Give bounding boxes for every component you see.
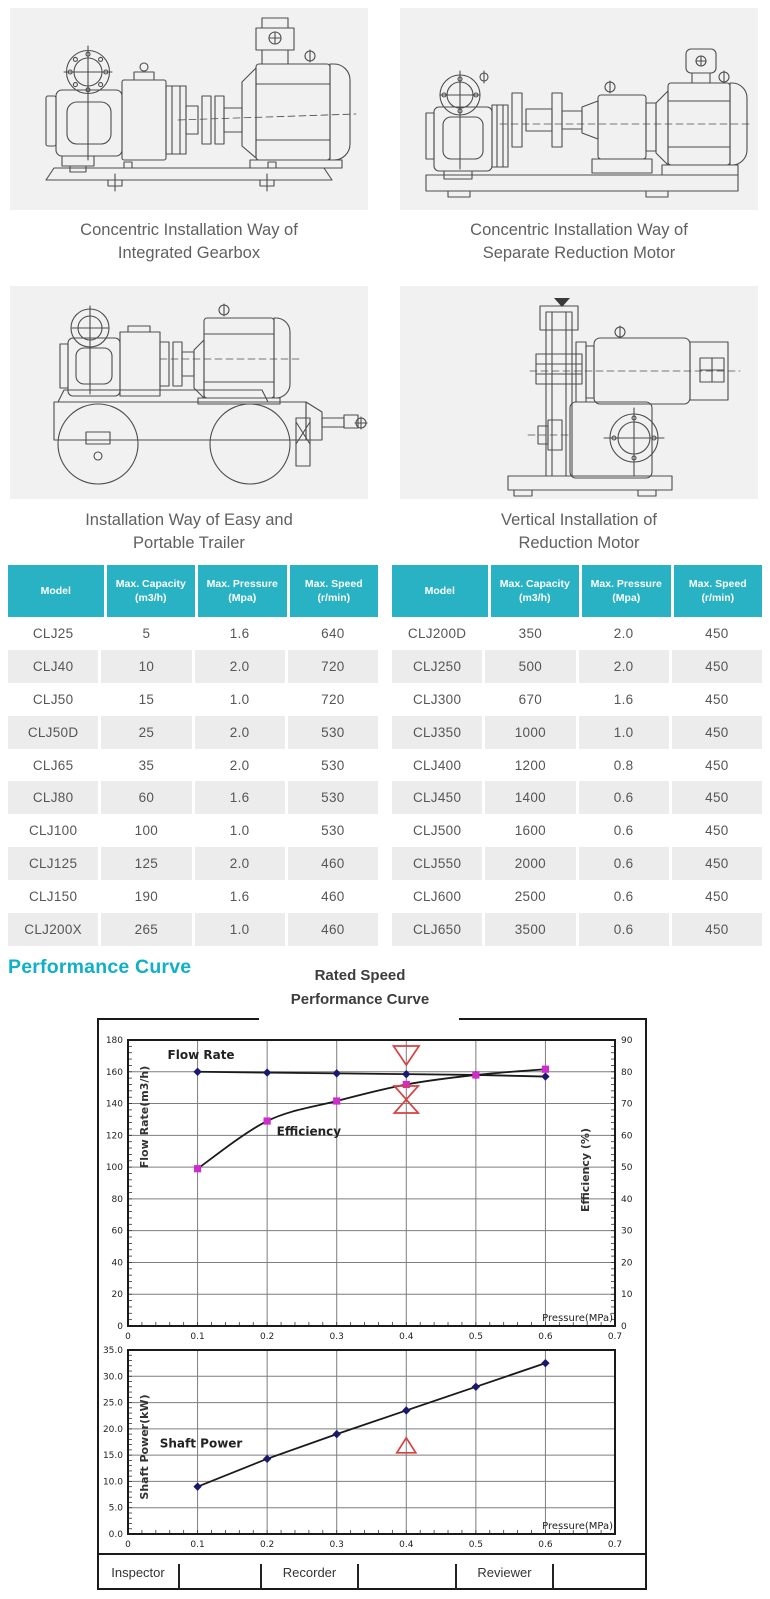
value-cell: 1.0: [579, 716, 669, 749]
model-cell: CLJ500: [392, 814, 482, 847]
table-row: [8, 650, 378, 683]
svg-text:Flow Rate: Flow Rate: [167, 1048, 235, 1063]
svg-text:35.0: 35.0: [102, 1346, 123, 1356]
value-cell: 450: [672, 880, 762, 913]
svg-text:Shaft Power: Shaft Power: [159, 1436, 243, 1451]
footer-cell-blank: [179, 1555, 261, 1590]
value-cell: 0.6: [579, 814, 669, 847]
value-cell: 2.0: [579, 617, 669, 650]
svg-text:0.7: 0.7: [607, 1332, 623, 1342]
caption-line: Separate Reduction Motor: [482, 243, 676, 262]
column-header: Max. Capacity (m3/h): [107, 565, 195, 617]
panel-integrated-gearbox: [10, 8, 368, 210]
footer-cell-divider: [552, 1564, 554, 1590]
footer-cell-divider: [357, 1564, 359, 1590]
table-row: [8, 814, 378, 847]
column-header: Max. Capacity (m3/h): [491, 565, 579, 617]
svg-text:40: 40: [621, 1194, 633, 1205]
value-cell: 0.6: [579, 781, 669, 814]
value-cell: 1.0: [195, 814, 285, 847]
caption-line: Concentric Installation Way of: [470, 221, 688, 239]
value-cell: 450: [672, 749, 762, 782]
drawing-portable-trailer: [10, 286, 368, 499]
drawing-separate-reduction-motor: [400, 8, 758, 210]
svg-text:0.1: 0.1: [190, 1332, 205, 1342]
svg-text:160: 160: [105, 1067, 123, 1078]
svg-text:25.0: 25.0: [102, 1398, 123, 1409]
chart-title: [260, 964, 460, 1012]
value-cell: 1400: [485, 781, 575, 814]
caption-portable-trailer: [10, 509, 368, 555]
svg-text:50: 50: [621, 1163, 633, 1174]
drawing-integrated-gearbox: [10, 8, 368, 210]
svg-text:180: 180: [105, 1036, 123, 1046]
value-cell: 450: [672, 617, 762, 650]
spec-table-right: [392, 565, 762, 946]
value-cell: 2.0: [579, 650, 669, 683]
table-row: [8, 617, 378, 650]
svg-text:60: 60: [111, 1226, 123, 1237]
svg-text:120: 120: [105, 1131, 123, 1142]
model-cell: CLJ80: [8, 781, 98, 814]
footer-cell-recorder: Recorder: [282, 1565, 337, 1580]
caption-line: Installation Way of Easy and: [85, 511, 293, 529]
svg-text:Pressure(MPa): Pressure(MPa): [542, 1521, 613, 1532]
svg-text:90: 90: [621, 1036, 633, 1046]
value-cell: 450: [672, 847, 762, 880]
value-cell: 530: [288, 781, 378, 814]
model-cell: CLJ50: [8, 683, 98, 716]
model-cell: CLJ125: [8, 847, 98, 880]
svg-text:30: 30: [621, 1226, 633, 1237]
footer-cell-divider: [260, 1564, 262, 1590]
svg-text:10: 10: [621, 1290, 633, 1301]
value-cell: 450: [672, 683, 762, 716]
svg-text:0.3: 0.3: [329, 1332, 344, 1342]
svg-text:Flow Rate(m3/h): Flow Rate(m3/h): [138, 1065, 151, 1169]
svg-text:0: 0: [621, 1322, 627, 1332]
model-cell: CLJ150: [8, 880, 98, 913]
value-cell: 450: [672, 716, 762, 749]
svg-text:30.0: 30.0: [102, 1372, 123, 1383]
svg-text:0.3: 0.3: [329, 1540, 344, 1550]
value-cell: 190: [101, 880, 191, 913]
svg-text:20.0: 20.0: [102, 1424, 123, 1435]
panel-vertical-installation: [400, 286, 758, 499]
value-cell: 2.0: [195, 749, 285, 782]
value-cell: 15: [101, 683, 191, 716]
table-row: [8, 847, 378, 880]
caption-line: Concentric Installation Way of: [80, 221, 298, 239]
model-cell: CLJ100: [8, 814, 98, 847]
model-cell: CLJ550: [392, 847, 482, 880]
value-cell: 450: [672, 913, 762, 946]
table-row: [392, 814, 762, 847]
panel-separate-reduction-motor: [400, 8, 758, 210]
svg-text:Shaft Power(kW): Shaft Power(kW): [138, 1394, 151, 1500]
column-header: Max. Pressure (Mpa): [582, 565, 670, 617]
value-cell: 2000: [485, 847, 575, 880]
model-cell: CLJ300: [392, 683, 482, 716]
table-row: [8, 781, 378, 814]
value-cell: 1000: [485, 716, 575, 749]
value-cell: 0.6: [579, 913, 669, 946]
column-header: Model: [8, 565, 104, 617]
svg-text:70: 70: [621, 1099, 633, 1110]
value-cell: 1.0: [195, 913, 285, 946]
svg-text:80: 80: [621, 1067, 633, 1078]
value-cell: 640: [288, 617, 378, 650]
model-cell: CLJ65: [8, 749, 98, 782]
value-cell: 460: [288, 913, 378, 946]
model-cell: CLJ200D: [392, 617, 482, 650]
table-row: [392, 913, 762, 946]
svg-text:0.6: 0.6: [538, 1540, 553, 1550]
value-cell: 2.0: [195, 650, 285, 683]
value-cell: 530: [288, 749, 378, 782]
table-row: [392, 781, 762, 814]
value-cell: 3500: [485, 913, 575, 946]
table-row: [392, 617, 762, 650]
caption-line: Integrated Gearbox: [117, 243, 261, 262]
value-cell: 25: [101, 716, 191, 749]
svg-text:0.0: 0.0: [108, 1530, 123, 1540]
column-header: Model: [392, 565, 488, 617]
value-cell: 450: [672, 650, 762, 683]
value-cell: 60: [101, 781, 191, 814]
table-row: [392, 749, 762, 782]
value-cell: 1.6: [195, 781, 285, 814]
value-cell: 265: [101, 913, 191, 946]
model-cell: CLJ400: [392, 749, 482, 782]
caption-line: Vertical Installation of: [501, 511, 657, 529]
svg-text:Pressure(MPa): Pressure(MPa): [542, 1313, 613, 1324]
table-row: [392, 716, 762, 749]
footer-cell-divider: [455, 1564, 457, 1590]
svg-text:0: 0: [117, 1322, 123, 1332]
svg-text:0: 0: [125, 1332, 131, 1342]
model-cell: CLJ600: [392, 880, 482, 913]
svg-text:0.5: 0.5: [468, 1540, 484, 1550]
value-cell: 2.0: [195, 847, 285, 880]
svg-text:0.5: 0.5: [468, 1332, 484, 1342]
value-cell: 460: [288, 880, 378, 913]
footer-cell-blank: [553, 1555, 647, 1590]
value-cell: 1600: [485, 814, 575, 847]
table-row: [8, 913, 378, 946]
model-cell: CLJ250: [392, 650, 482, 683]
value-cell: 450: [672, 814, 762, 847]
svg-text:0.1: 0.1: [190, 1540, 205, 1550]
footer-cell-divider: [178, 1564, 180, 1590]
svg-text:60: 60: [621, 1131, 633, 1142]
svg-text:5.0: 5.0: [108, 1503, 123, 1514]
caption-integrated-gearbox: [10, 219, 368, 265]
value-cell: 10: [101, 650, 191, 683]
value-cell: 500: [485, 650, 575, 683]
column-header: Max. Speed (r/min): [290, 565, 378, 617]
svg-text:15.0: 15.0: [102, 1451, 123, 1462]
value-cell: 720: [288, 650, 378, 683]
caption-line: Reduction Motor: [518, 533, 640, 552]
svg-text:0.7: 0.7: [607, 1540, 623, 1550]
model-cell: CLJ25: [8, 617, 98, 650]
svg-text:Efficiency: Efficiency: [276, 1124, 342, 1139]
model-cell: CLJ350: [392, 716, 482, 749]
value-cell: 350: [485, 617, 575, 650]
section-title: Performance Curve: [8, 956, 192, 978]
value-cell: 2500: [485, 880, 575, 913]
svg-text:100: 100: [105, 1163, 123, 1174]
table-row: [392, 880, 762, 913]
table-header-row: [8, 565, 378, 617]
value-cell: 125: [101, 847, 191, 880]
value-cell: 1.6: [579, 683, 669, 716]
svg-text:40: 40: [111, 1258, 123, 1269]
panel-portable-trailer: [10, 286, 368, 499]
caption-line: Portable Trailer: [133, 533, 245, 552]
value-cell: 0.8: [579, 749, 669, 782]
svg-text:0.4: 0.4: [399, 1332, 414, 1342]
svg-text:80: 80: [111, 1194, 123, 1205]
model-cell: CLJ200X: [8, 913, 98, 946]
table-row: [8, 880, 378, 913]
caption-vertical-installation: [400, 509, 758, 555]
svg-text:0.2: 0.2: [259, 1540, 275, 1550]
table-row: [392, 683, 762, 716]
footer-cell-blank: [358, 1555, 456, 1590]
chart-title-line1: Rated Speed: [314, 967, 406, 984]
value-cell: 450: [672, 781, 762, 814]
table-row: [8, 683, 378, 716]
svg-text:140: 140: [105, 1099, 123, 1110]
value-cell: 530: [288, 814, 378, 847]
table-row: [392, 650, 762, 683]
value-cell: 720: [288, 683, 378, 716]
model-cell: CLJ50D: [8, 716, 98, 749]
value-cell: 530: [288, 716, 378, 749]
value-cell: 5: [101, 617, 191, 650]
column-header: Max. Speed (r/min): [674, 565, 762, 617]
footer-cell-inspector: Inspector: [111, 1565, 165, 1580]
value-cell: 100: [101, 814, 191, 847]
table-row: [392, 847, 762, 880]
table-header-row: [392, 565, 762, 617]
caption-separate-reduction-motor: [400, 219, 758, 265]
column-header: Max. Pressure (Mpa): [198, 565, 286, 617]
drawing-vertical-installation: [400, 286, 758, 499]
table-row: [8, 749, 378, 782]
value-cell: 1.6: [195, 617, 285, 650]
value-cell: 1200: [485, 749, 575, 782]
value-cell: 460: [288, 847, 378, 880]
svg-text:10.0: 10.0: [102, 1477, 123, 1488]
spec-table-left: [8, 565, 378, 946]
value-cell: 0.6: [579, 880, 669, 913]
value-cell: 1.0: [195, 683, 285, 716]
performance-chart-svg: [97, 1020, 647, 1553]
chart-title-line2: Performance Curve: [290, 991, 430, 1008]
svg-text:0: 0: [125, 1540, 131, 1550]
svg-text:0.6: 0.6: [538, 1332, 553, 1342]
svg-text:20: 20: [621, 1258, 633, 1269]
value-cell: 1.6: [195, 880, 285, 913]
model-cell: CLJ40: [8, 650, 98, 683]
value-cell: 0.6: [579, 847, 669, 880]
svg-text:20: 20: [111, 1290, 123, 1301]
model-cell: CLJ650: [392, 913, 482, 946]
footer-cell-reviewer: Reviewer: [477, 1565, 532, 1580]
svg-text:0.4: 0.4: [399, 1540, 414, 1550]
table-row: [8, 716, 378, 749]
value-cell: 2.0: [195, 716, 285, 749]
value-cell: 35: [101, 749, 191, 782]
svg-text:Efficiency (%): Efficiency (%): [579, 1128, 592, 1212]
value-cell: 670: [485, 683, 575, 716]
model-cell: CLJ450: [392, 781, 482, 814]
svg-text:0.2: 0.2: [259, 1332, 275, 1342]
